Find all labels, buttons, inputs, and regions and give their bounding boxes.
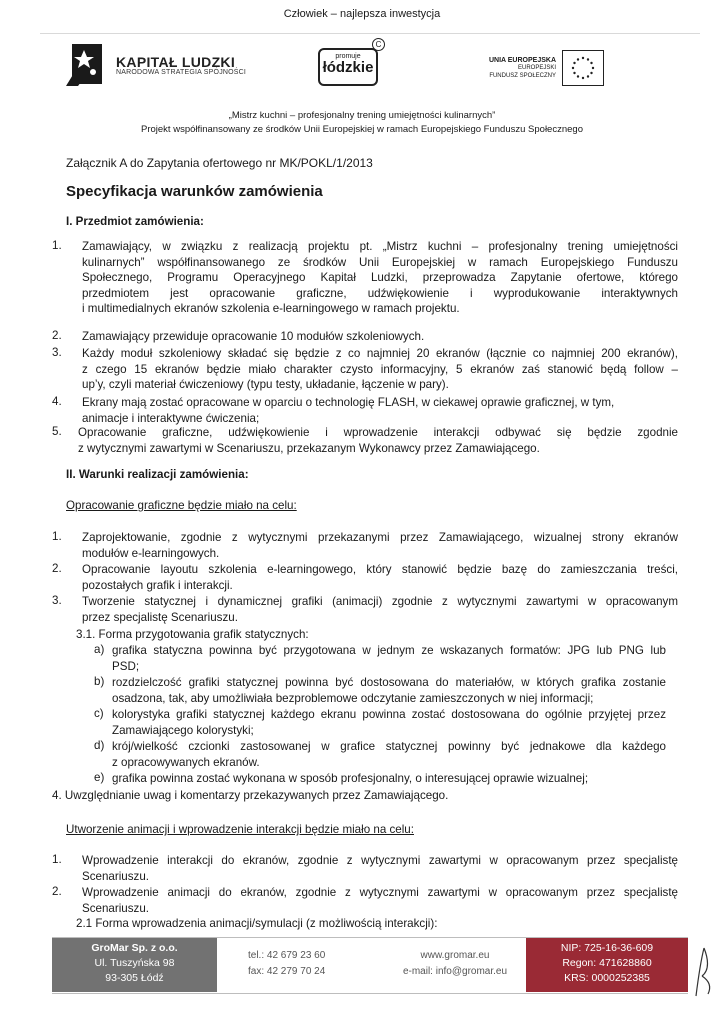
text-line: Zamawiającego kolorystyki; bbox=[112, 723, 254, 737]
graphics-subheading: Opracowanie graficzne będzie miało na celu: bbox=[66, 499, 297, 512]
text-line: Wprowadzenie interakcji do ekranów, zgodnie z wytycznymi zawartymi w opracowanym przez specjalistę bbox=[82, 854, 678, 867]
document-title: Specyfikacja warunków zamówienia bbox=[66, 183, 323, 200]
list-item-number: d) bbox=[94, 739, 105, 752]
text-line: z wytycznymi zawartymi w Scenariuszu, przekazanym Wykonawcy przez Zamawiającego. bbox=[78, 441, 540, 455]
kapital-ludzki-emblem-icon bbox=[62, 40, 108, 88]
text-line: kulinarnych” współfinansowanego ze środków Unii Europejskiej w ramach Europejskiego Funduszu bbox=[82, 255, 678, 269]
handwritten-initials bbox=[690, 940, 716, 1000]
list-item-number: b) bbox=[94, 675, 105, 688]
text-line: krój/wielkość czcionki zastosowanej w grafice statycznej powinny być jednakowe dla każdego bbox=[112, 740, 666, 753]
text-line: Scenariuszu. bbox=[82, 901, 150, 915]
list-item bbox=[82, 885, 678, 916]
lodzkie-small-text: promuje bbox=[335, 53, 361, 60]
text-line: Zamawiający, w związku z realizacją projektu pt. „Mistrz kuchni – profesjonalny trening umiejętności bbox=[82, 240, 678, 253]
list-item bbox=[82, 395, 678, 426]
subsection-2-1-heading: 2.1 Forma wprowadzenia animacji/symulacji (z możliwością interakcji): bbox=[76, 917, 438, 930]
text-line: grafika statyczna powinna być przygotowana w jednym ze wskazanych formatów: JPG lub PNG lub bbox=[112, 644, 666, 657]
project-cofinancing: Projekt współfinansowany ze środków Unii Europejskiej w ramach Europejskiego Funduszu Społecznego bbox=[141, 124, 583, 135]
text-line: rozdzielczość grafiki statycznej powinna być dostosowana do materiałów, w których grafika zostanie bbox=[112, 676, 666, 689]
list-item bbox=[82, 239, 678, 317]
text-line: z czego 15 ekranów będzie miało charakter czysto informacyjny, 5 ekranów zaś stanowić będą follow – bbox=[82, 362, 678, 376]
footer-fax: fax: 42 279 70 24 bbox=[248, 966, 326, 977]
footer-www[interactable]: www.gromar.eu bbox=[420, 950, 490, 961]
footer-company-name: GroMar Sp. z o.o. bbox=[91, 942, 178, 954]
text-line: kolorystyka grafiki statycznej każdego ekranu powinna zostać dostosowana do ogólnie przyjętej przez bbox=[112, 708, 666, 721]
text-line: Ekrany mają zostać opracowane w oparciu o technologię FLASH, w ciekawej oprawie graficznej, w tym, bbox=[82, 396, 615, 409]
list-item bbox=[82, 346, 678, 393]
list-item-number: 3. bbox=[52, 346, 62, 359]
footer-city: 93-305 Łódź bbox=[105, 972, 164, 984]
list-item bbox=[82, 853, 678, 884]
list-item bbox=[112, 771, 672, 787]
text-line: Scenariuszu. bbox=[82, 869, 150, 883]
project-title: „Mistrz kuchni – profesjonalny trening umiejętności kulinarnych” bbox=[228, 110, 496, 121]
list-item bbox=[112, 643, 666, 674]
list-item-number: 2. bbox=[52, 885, 62, 898]
animation-subheading: Utworzenie animacji i wprowadzenie interakcji będzie miało na celu: bbox=[66, 823, 414, 836]
text-line: up’y, czyli materiał ćwiczeniowy (typu testy, układanie, łączenie w pary). bbox=[82, 378, 449, 391]
eu-title: UNIA EUROPEJSKA bbox=[488, 57, 556, 64]
list-item-number: a) bbox=[94, 643, 105, 656]
text-line: Opracowanie graficzne, udźwiękowienie i wprowadzenie interakcji odbywać się będzie zgodnie bbox=[78, 426, 678, 439]
eu-subtitle-2: FUNDUSZ SPOŁECZNY bbox=[489, 73, 556, 79]
footer-tel: tel.: 42 679 23 60 bbox=[248, 950, 326, 961]
text-line: Społecznego, Programu Operacyjnego Kapitał Ludzki, przeprowadza Zapytanie ofertowe, którego bbox=[82, 271, 678, 284]
text-line: PSD; bbox=[112, 659, 140, 673]
footer-company-block bbox=[52, 938, 217, 992]
text-line: animacje i interaktywne ćwiczenia; bbox=[82, 411, 260, 425]
list-item-number: 2. bbox=[52, 562, 62, 575]
list-item-number: 4. bbox=[52, 395, 62, 408]
section-1-heading: I. Przedmiot zamówienia: bbox=[66, 215, 204, 228]
list-item: 4. Uwzględnianie uwag i komentarzy przekazywanych przez Zamawiającego. bbox=[52, 789, 449, 802]
text-line: osadzona, tak, aby umożliwiała bezproblemowe odczytanie zamieszczonych w niej informacji; bbox=[112, 691, 594, 705]
subsection-3-1-heading: 3.1. Forma przygotowania grafik statycznych: bbox=[76, 628, 309, 641]
text-line: Wprowadzenie animacji do ekranów, zgodnie z wytycznymi zawartymi w opracowanym przez specjalistę bbox=[82, 886, 678, 899]
text-line: grafika powinna zostać wykonana w sposób profesjonalny, o interesującej oprawie wizualnej; bbox=[112, 772, 589, 785]
list-item bbox=[82, 530, 678, 561]
footer-regon: Regon: 471628860 bbox=[562, 957, 652, 969]
footer-street: Ul. Tuszyńska 98 bbox=[94, 957, 175, 969]
section-2-heading: II. Warunki realizacji zamówienia: bbox=[66, 468, 249, 481]
lodzkie-big-text: łódzkie bbox=[322, 59, 374, 76]
list-item bbox=[82, 329, 678, 345]
list-item bbox=[112, 675, 666, 706]
footer-krs: KRS: 0000252385 bbox=[564, 972, 650, 984]
kapital-ludzki-subtitle: NARODOWA STRATEGIA SPÓJNOŚCI bbox=[116, 69, 247, 76]
footer-divider-bottom bbox=[52, 993, 688, 994]
header-divider bbox=[40, 33, 700, 34]
text-line: Każdy moduł szkoleniowy składać się będzie z co najmniej 20 ekranów (łącznie co najmniej 200 ekranów), bbox=[82, 347, 678, 360]
text-line: i multimedialnych ekranów szkolenia e-learningowego w ramach projektu. bbox=[82, 302, 460, 315]
text-line: przedmiotem jest opracowanie graficzne, udźwiękowienie i wyprodukowanie interaktywnych bbox=[82, 286, 678, 300]
list-item-number: 3. bbox=[52, 594, 62, 607]
footer-nip: NIP: 725-16-36-609 bbox=[560, 942, 654, 954]
footer-registry-block bbox=[526, 938, 688, 992]
text-line: modułów e-learningowych. bbox=[82, 546, 220, 560]
kapital-ludzki-logo-text: KAPITAŁ LUDZKI bbox=[116, 54, 236, 70]
promuje-lodzkie-logo bbox=[318, 48, 378, 86]
text-line: Zamawiający przewiduje opracowanie 10 modułów szkoleniowych. bbox=[82, 330, 425, 343]
list-item bbox=[78, 425, 678, 456]
text-line: pozostałych grafik i interakcji. bbox=[82, 578, 233, 592]
annex-reference: Załącznik A do Zapytania ofertowego nr MK/POKL/1/2013 bbox=[66, 156, 373, 170]
list-item-number: 2. bbox=[52, 329, 62, 342]
text-line: przez specjalistę Scenariuszu. bbox=[82, 610, 238, 624]
text-line: Zaprojektowanie, zgodnie z wytycznymi przekazanymi przez Zamawiającego, wizualnej strony ekranów bbox=[82, 531, 678, 544]
eu-subtitle-1: EUROPEJSKI bbox=[517, 65, 556, 71]
text-line: Opracowanie layoutu szkolenia e-learningowego, który stanowić będzie bazę do zamieszczania treści, bbox=[82, 563, 678, 576]
list-item-number: 5. bbox=[52, 425, 62, 438]
list-item-number: 1. bbox=[52, 239, 62, 252]
list-item bbox=[112, 707, 666, 738]
list-item-number: e) bbox=[94, 771, 105, 784]
footer-email[interactable]: e-mail: info@gromar.eu bbox=[402, 966, 508, 977]
list-item bbox=[112, 739, 666, 770]
list-item bbox=[82, 594, 678, 625]
copyright-mark: C bbox=[372, 38, 385, 51]
list-item-number: 1. bbox=[52, 530, 62, 543]
text-line: z opracowywanych ekranów. bbox=[112, 755, 260, 769]
header-tagline: Człowiek – najlepsza inwestycja bbox=[283, 8, 441, 20]
list-item-number: c) bbox=[94, 707, 104, 720]
text-line: Tworzenie statycznej i dynamicznej grafiki (animacji) zgodnie z wytycznymi zawartymi w opracowanym bbox=[82, 595, 678, 608]
eu-flag-icon bbox=[562, 50, 604, 86]
list-item-number: 1. bbox=[52, 853, 62, 866]
list-item bbox=[82, 562, 678, 593]
